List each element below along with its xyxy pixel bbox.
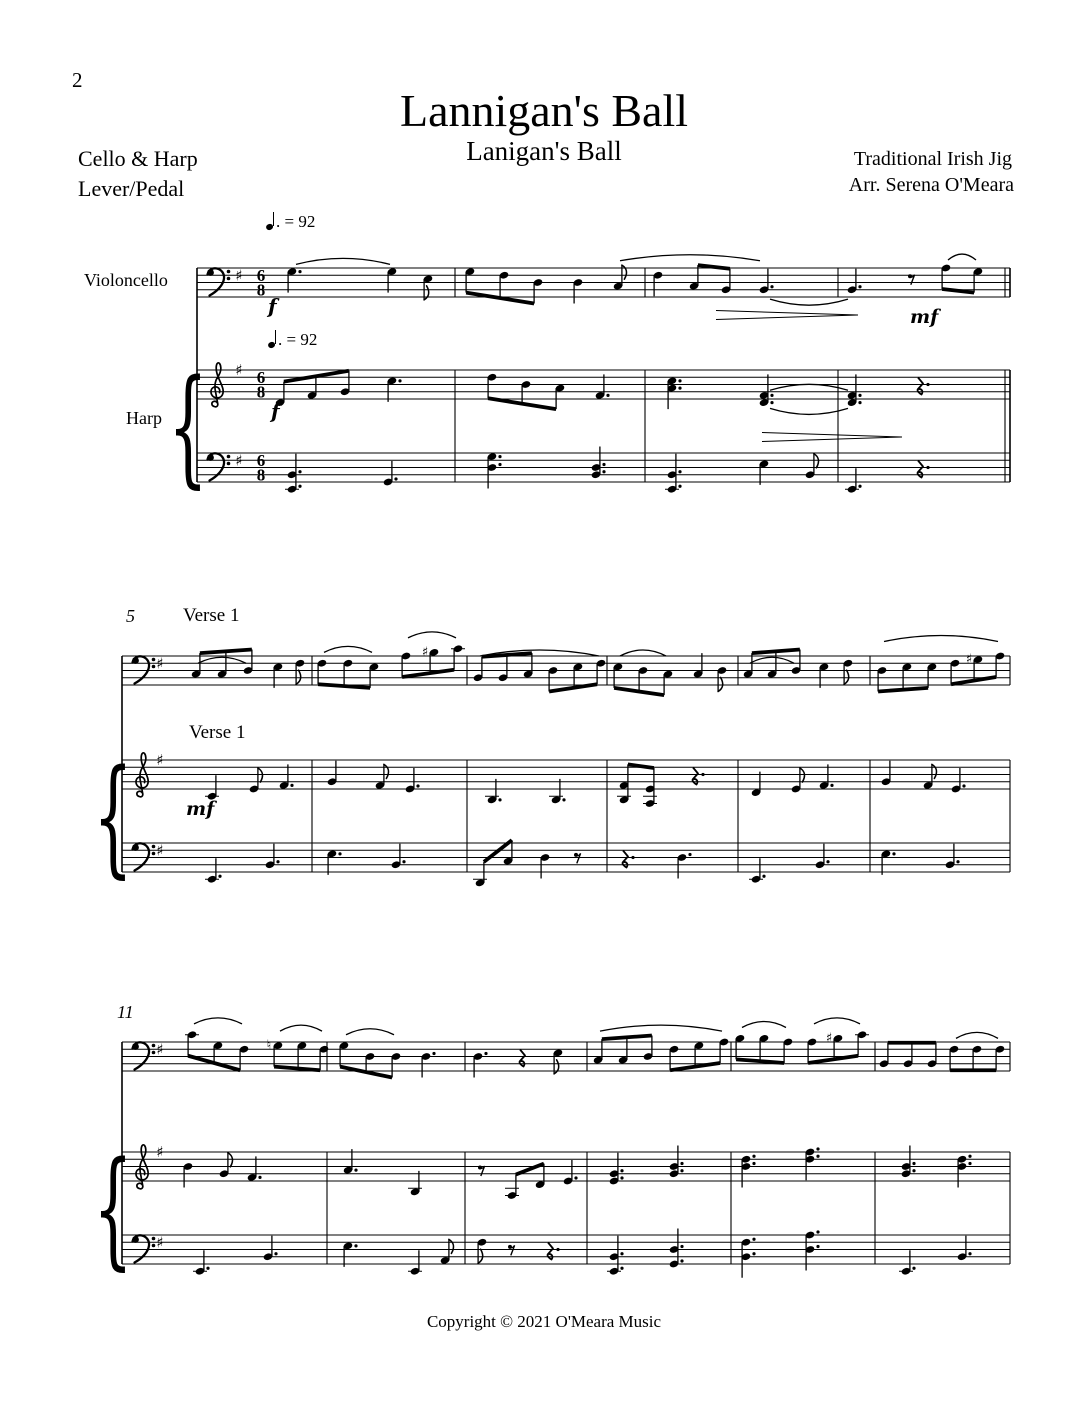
svg-text:♯: ♯ (156, 654, 164, 673)
measure-number-5: 5 (126, 606, 135, 626)
svg-text:{: { (168, 351, 208, 501)
svg-text:8: 8 (256, 382, 266, 402)
svg-text:♯: ♯ (421, 644, 429, 660)
svg-text:8: 8 (256, 465, 266, 485)
dynamic-mezzoforte-cello: mf (910, 306, 939, 328)
tempo-marking-cello: . = 92 (266, 212, 315, 232)
verse-label-cello: Verse 1 (183, 605, 240, 626)
svg-text:♯: ♯ (156, 1233, 164, 1252)
svg-text:6: 6 (256, 451, 266, 470)
instrumentation-label: Cello & Harp (78, 146, 198, 171)
svg-text:{: { (93, 1133, 133, 1283)
svg-text:♮: ♮ (266, 1038, 272, 1054)
page-number: 2 (72, 68, 83, 92)
svg-text:6: 6 (256, 368, 266, 387)
dotted-quarter-note-icon (266, 212, 276, 229)
dotted-quarter-note-icon (268, 330, 278, 347)
svg-text:♯: ♯ (156, 751, 164, 769)
svg-text:8: 8 (256, 280, 266, 300)
svg-text:♯: ♯ (965, 652, 973, 668)
page-title: Lannigan's Ball (399, 85, 689, 136)
violoncello-staff-label: Violoncello (84, 270, 168, 290)
svg-text:♯: ♯ (156, 1040, 164, 1059)
svg-text:♯: ♯ (235, 451, 243, 470)
tempo-marking-harp: . = 92 (268, 330, 317, 350)
genre-label: Traditional Irish Jig (853, 148, 1012, 170)
dynamic-mezzoforte-harp: mf (186, 798, 215, 820)
svg-text:{: { (93, 741, 133, 891)
measure-number-11: 11 (117, 1002, 134, 1022)
harp-staff-label: Harp (126, 408, 162, 428)
harp-type-label: Lever/Pedal (78, 176, 185, 201)
verse-label-harp: Verse 1 (189, 722, 246, 743)
svg-text:♯: ♯ (825, 1030, 833, 1046)
svg-text:♯: ♯ (156, 841, 164, 860)
svg-text:6: 6 (256, 266, 266, 285)
svg-text:♯: ♯ (235, 361, 243, 379)
dynamic-forte-cello: f (268, 294, 277, 318)
svg-text:♯: ♯ (156, 1143, 164, 1161)
arranger-label: Arr. Serena O'Meara (848, 174, 1014, 196)
copyright-notice: Copyright © 2021 O'Meara Music (426, 1312, 662, 1331)
svg-text:♯: ♯ (235, 266, 243, 285)
dynamic-forte-harp: f (271, 399, 280, 423)
page-subtitle: Lanigan's Ball (466, 136, 622, 166)
